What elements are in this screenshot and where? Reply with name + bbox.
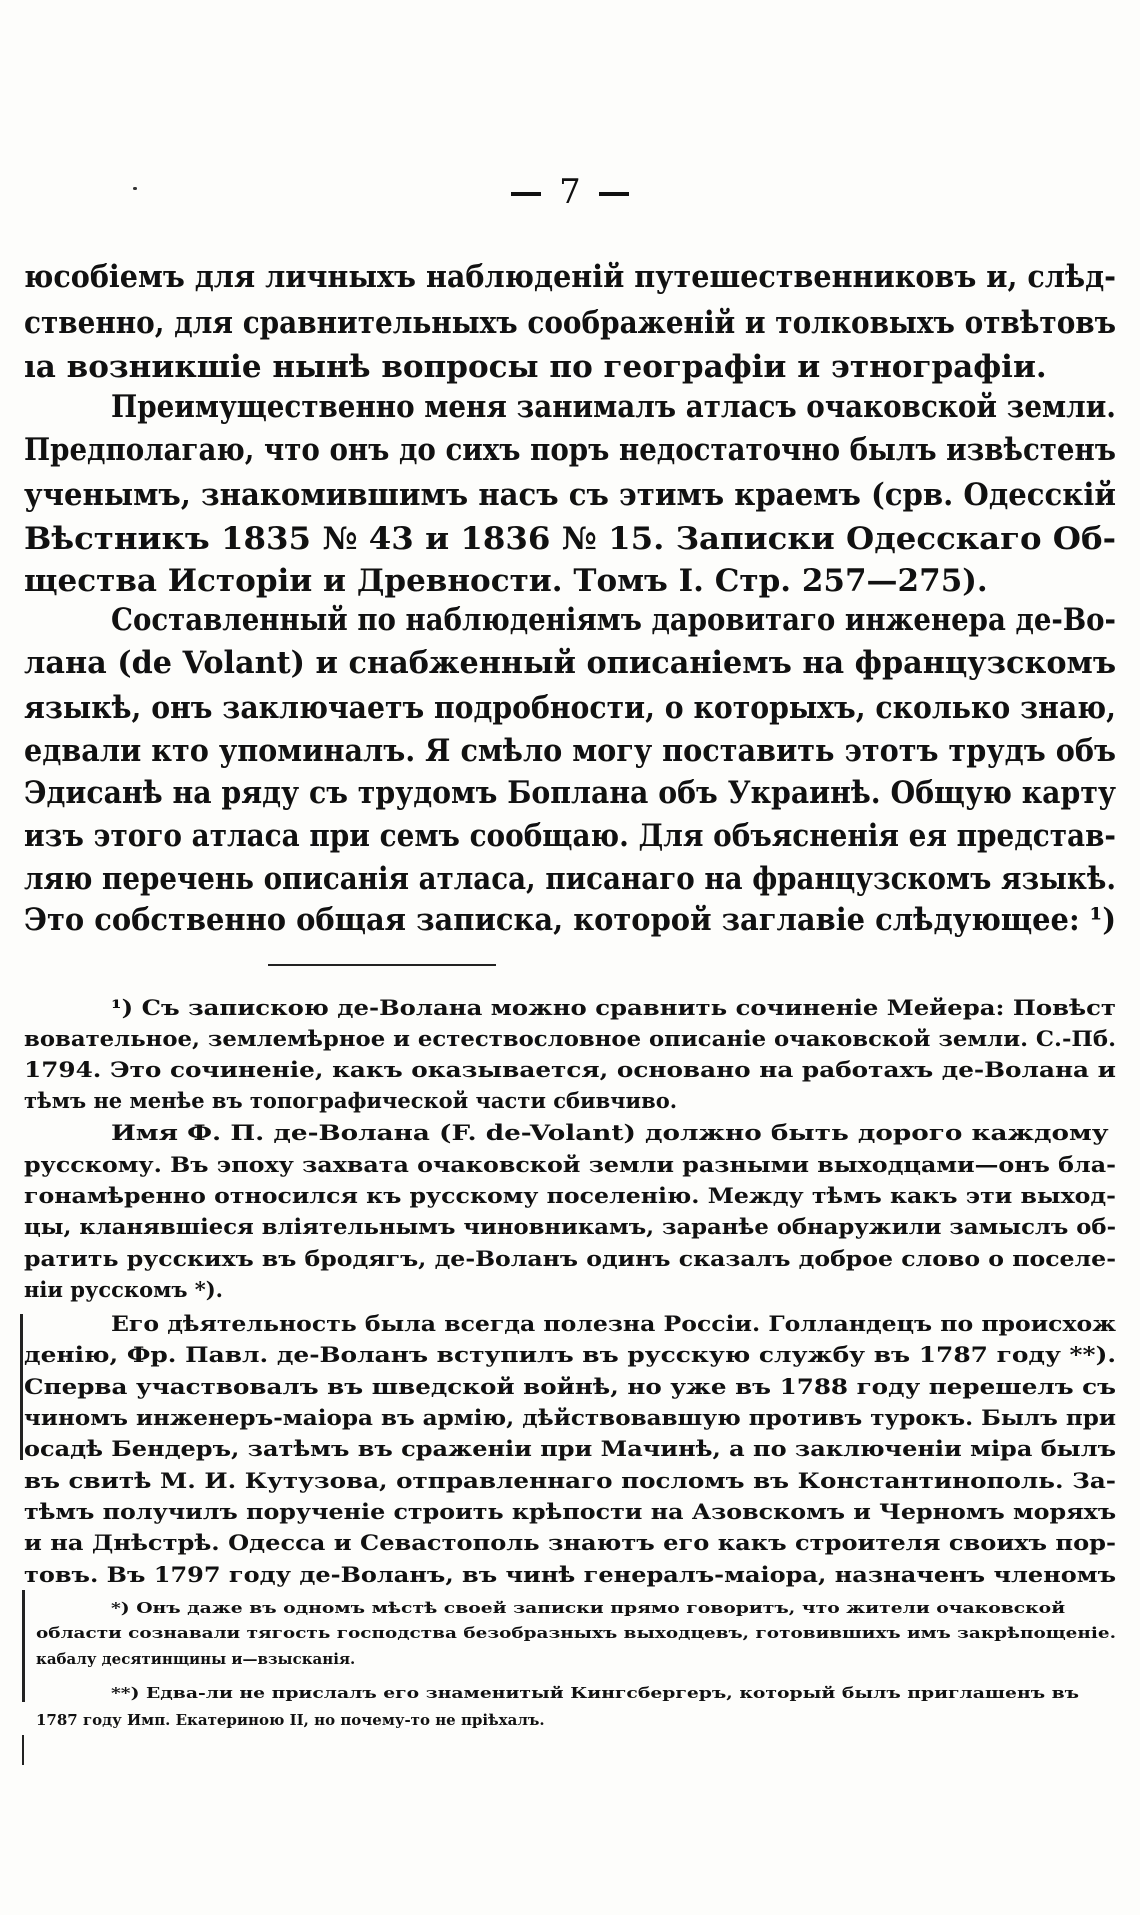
body-line: ляю перечень описанія атласа, писанаго на французскомъ языкѣ. <box>24 861 1117 897</box>
body-line: щества Исторіи и Древности. Томъ I. Стр. 257—275). <box>24 563 988 599</box>
body-line: ıa возникшіе нынѣ вопросы по географіи и этнографіи. <box>24 349 1047 385</box>
page-number-dash-left <box>511 192 541 196</box>
footnote-line: Его дѣятельность была всегда полезна Россіи. Голландецъ по происхож <box>111 1311 1116 1336</box>
footnote-rule <box>268 964 496 966</box>
body-line: ученымъ, знакомившимъ насъ съ этимъ краемъ (срв. Одесскій <box>24 477 1117 513</box>
body-line: изъ этого атласа при семъ сообщаю. Для объясненія ея представ- <box>24 818 1116 854</box>
page-number-value: 7 <box>559 172 581 212</box>
note-line: **) Едва-ли не прислалъ его знаменитый Кингсбергеръ, который былъ приглашенъ въ <box>111 1684 1080 1702</box>
margin-binding-mark <box>20 1314 23 1460</box>
note-line: кабалу десятинщины и—взысканія. <box>36 1650 356 1668</box>
footnote-line: ніи русскомъ *). <box>24 1277 223 1302</box>
page-number-dash-right <box>599 192 629 196</box>
footnote-line: товъ. Въ 1797 году де-Воланъ, въ чинѣ генералъ-маіора, назначенъ членомъ <box>24 1562 1117 1587</box>
footnote-line: тѣмъ получилъ порученіе строить крѣпости на Азовскомъ и Черномъ моряхъ <box>24 1499 1117 1524</box>
footnote-line: вовательное, землемѣрное и естествословное описаніе очаковской земли. С.-Пб. <box>24 1026 1117 1051</box>
margin-binding-mark <box>22 1735 24 1765</box>
body-line: Эдисанѣ на ряду съ трудомъ Боплана объ Украинѣ. Общую карту <box>24 775 1116 811</box>
body-line: ственно, для сравнительныхъ соображеній и толковыхъ отвѣтовъ <box>24 305 1117 341</box>
body-line: Составленный по наблюденіямъ даровитаго инженера де-Во- <box>111 602 1117 638</box>
footnote-line: Сперва участвовалъ въ шведской войнѣ, но уже въ 1788 году перешелъ съ <box>24 1374 1116 1399</box>
footnote-line: тѣмъ не менѣе въ топографической части сбивчиво. <box>24 1088 678 1113</box>
footnote-line: 1794. Это сочиненіе, какъ оказывается, основано на работахъ де-Волана и <box>24 1057 1116 1082</box>
footnote-line: ¹) Съ запискою де-Волана можно сравнить сочиненіе Мейера: Повѣст <box>111 995 1117 1020</box>
body-line: Предполагаю, что онъ до сихъ поръ недостаточно былъ извѣстенъ <box>24 432 1116 468</box>
body-line: Вѣстникъ 1835 № 43 и 1836 № 15. Записки Одесскаго Об- <box>24 521 1117 557</box>
body-line: Преимущественно меня занималъ атласъ очаковской земли. <box>111 389 1116 425</box>
note-line: области сознавали тягость господства безобразныхъ выходцевъ, готовившихъ имъ закрѣпощеніе. <box>36 1624 1117 1642</box>
footnote-line: русскому. Въ эпоху захвата очаковской земли разными выходцами—онъ бла- <box>24 1152 1117 1177</box>
body-line: лана (de Volant) и снабженный описаніемъ на французскомъ <box>24 645 1117 681</box>
footnote-line: и на Днѣстрѣ. Одесса и Севастополь знаютъ его какъ строителя своихъ пор- <box>24 1530 1117 1555</box>
footnote-line: осадѣ Бендеръ, затѣмъ въ сраженіи при Мачинѣ, а по заключеніи міра былъ <box>24 1436 1117 1461</box>
footnote-line: цы, кланявшіеся вліятельнымъ чиновникамъ, заранѣе обнаружили замыслъ об- <box>24 1214 1117 1239</box>
footnote-line: денію, Фр. Павл. де-Воланъ вступилъ въ русскую службу въ 1787 году **). <box>24 1342 1116 1367</box>
margin-binding-mark <box>22 1590 25 1702</box>
body-line: языкѣ, онъ заключаетъ подробности, о которыхъ, сколько знаю, <box>24 690 1116 726</box>
note-line: 1787 году Имп. Екатериною II, но почему-то не пріѣхалъ. <box>36 1711 545 1729</box>
footnote-line: гонамѣренно относился къ русскому поселенію. Между тѣмъ какъ эти выход- <box>24 1183 1116 1208</box>
footnote-line: ратить русскихъ въ бродягъ, де-Воланъ одинъ сказалъ доброе слово о поселе- <box>24 1246 1116 1271</box>
footnote-line: въ свитѣ М. И. Кутузова, отправленнаго посломъ въ Константинополь. За- <box>24 1468 1117 1493</box>
body-line: юсобіемъ для личныхъ наблюденій путешественниковъ и, слѣд- <box>24 259 1117 295</box>
footnote-line: Имя Ф. П. де-Волана (F. de-Volant) должно быть дорого каждому <box>111 1120 1109 1145</box>
note-line: *) Онъ даже въ одномъ мѣстѣ своей записки прямо говоритъ, что жители очаковской <box>111 1599 1066 1617</box>
body-line: едвали кто упоминалъ. Я смѣло могу поставить этотъ трудъ объ <box>24 733 1116 769</box>
footnote-line: чиномъ инженеръ-маіора въ армію, дѣйствовавшую противъ турокъ. Былъ при <box>24 1405 1116 1430</box>
body-line: Это собственно общая записка, которой заглавіе слѣдующее: ¹) <box>24 902 1117 938</box>
page-number <box>0 172 1140 212</box>
